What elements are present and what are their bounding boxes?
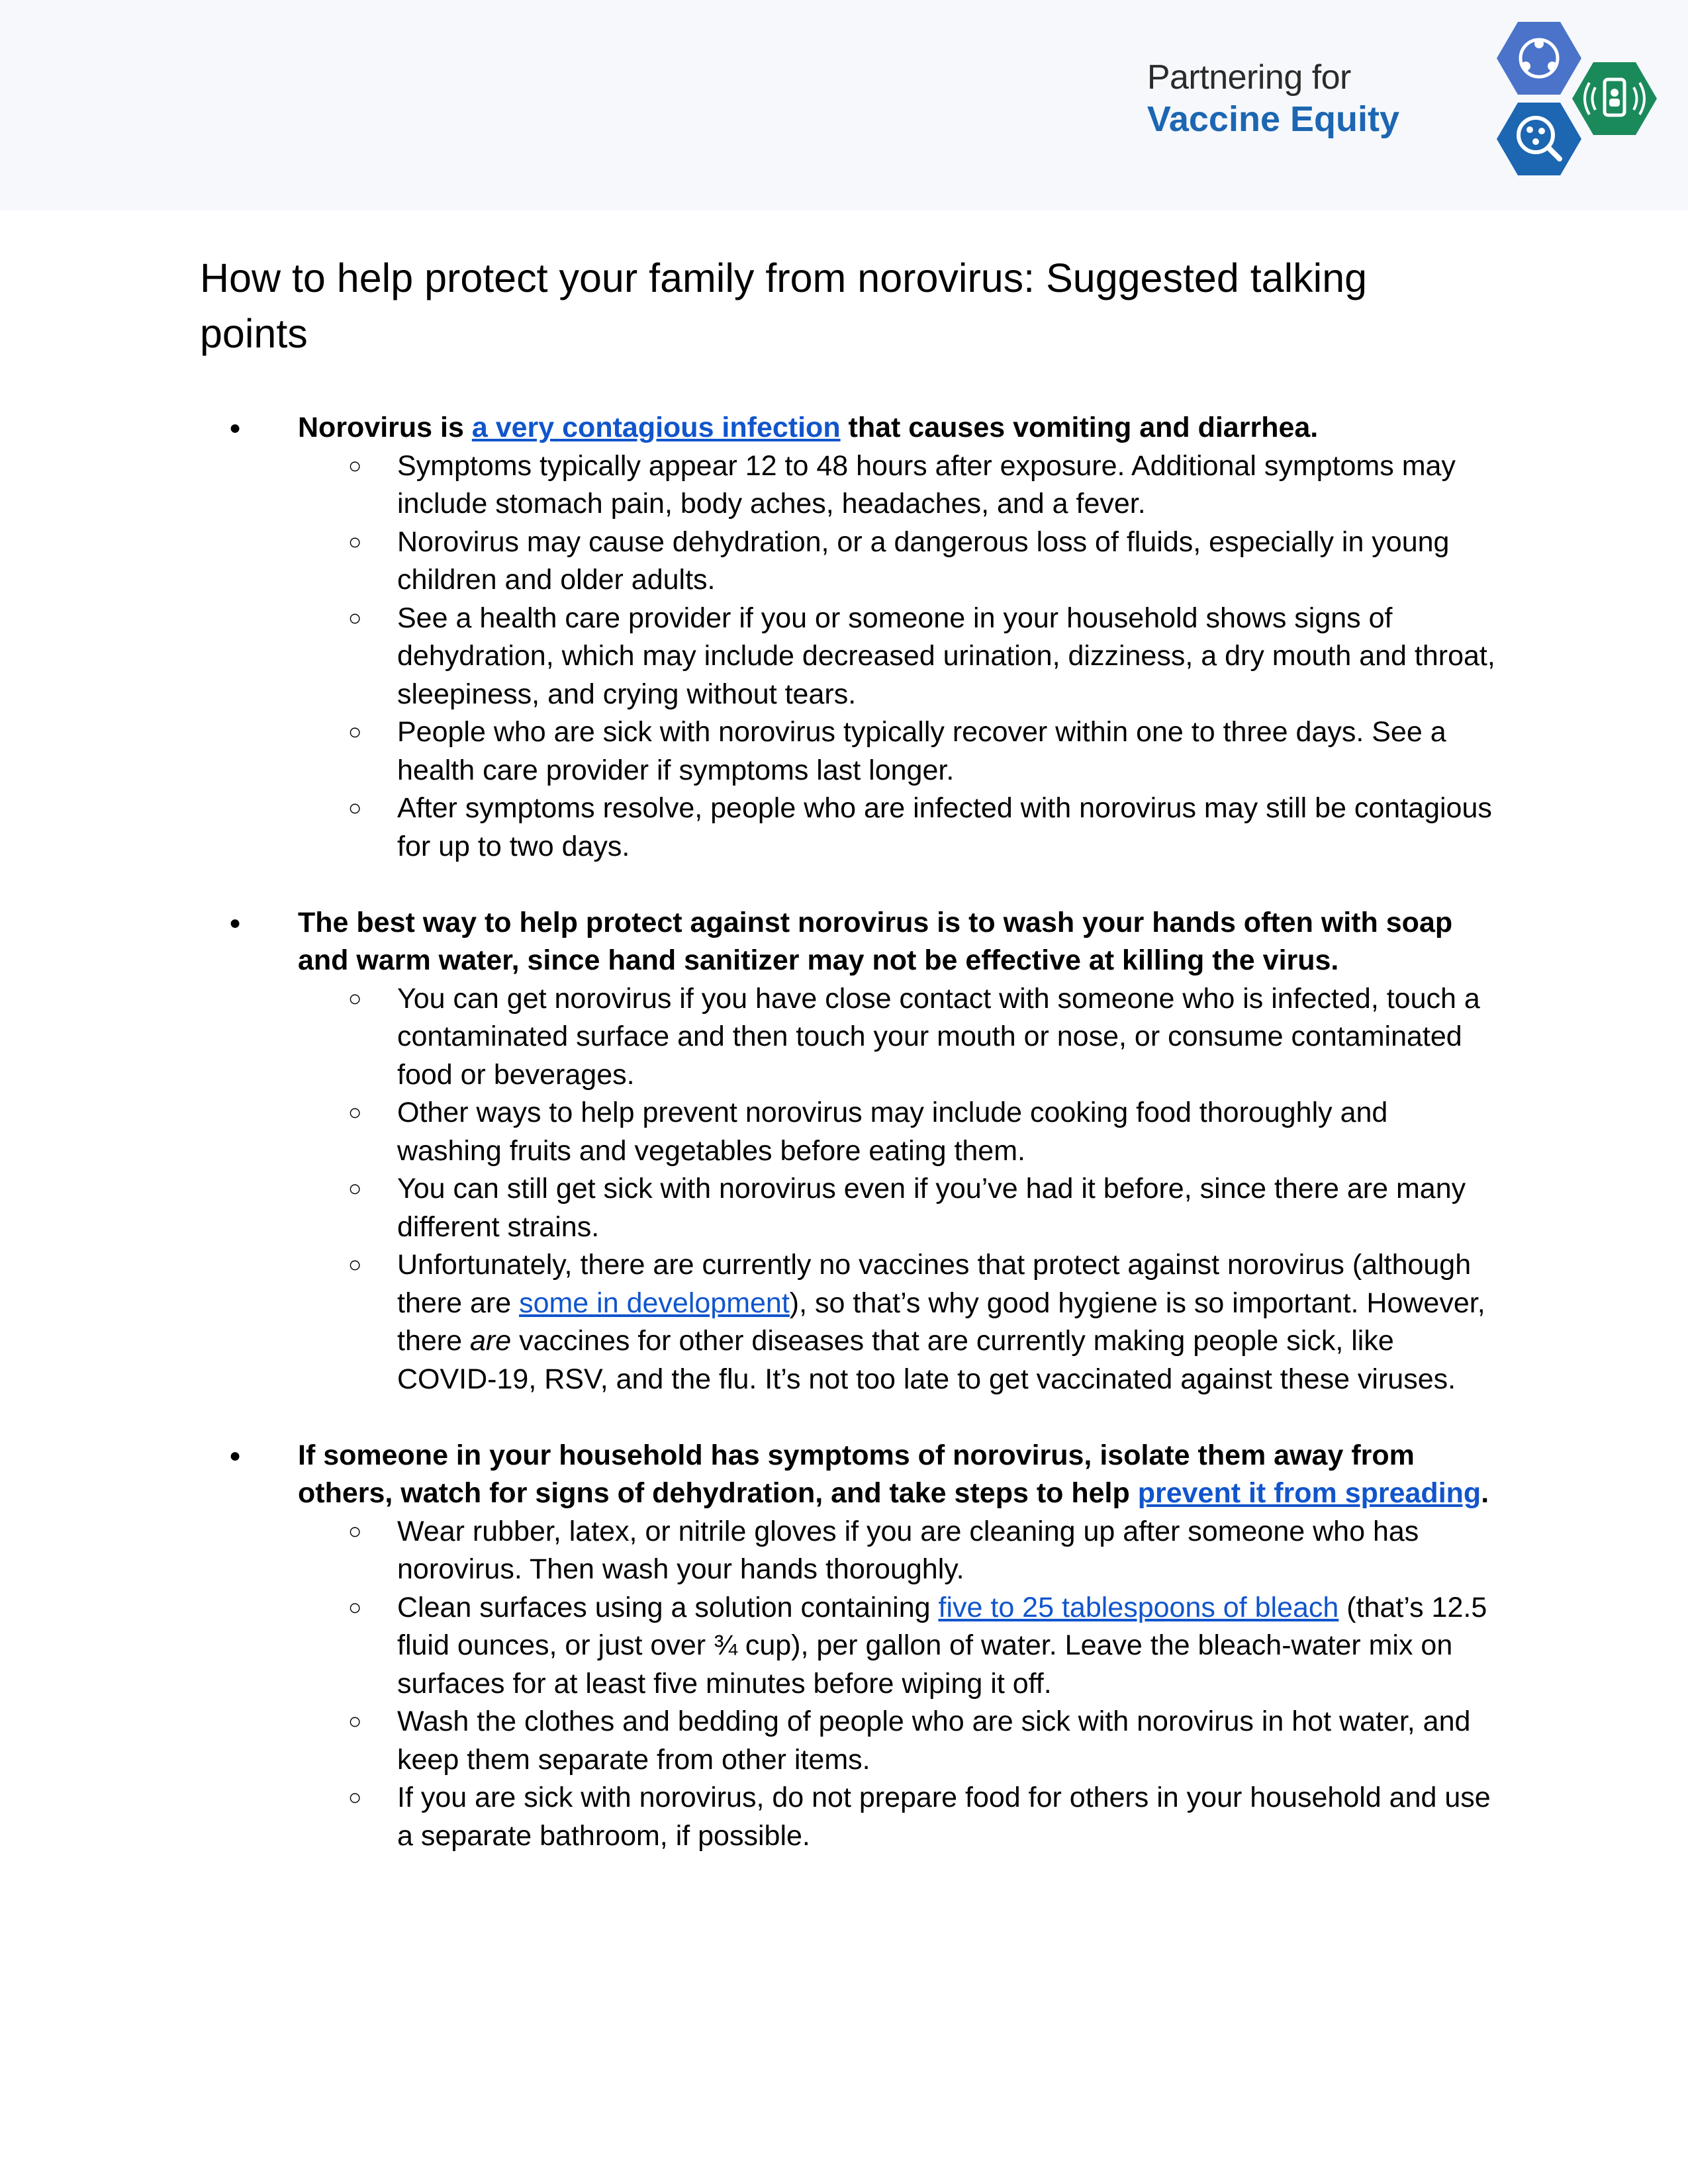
logo-hex-bottom <box>1497 103 1581 175</box>
sub-point-vaccines: ○ Unfortunately, there are currently no vaccines that protect against norovirus (although there are some in development), so that’s why good hygiene is so important. However, there are vaccines for other diseases that are currently making people sick, like COVID-19, RSV, and the flu. It’s not too late to get vaccinated against these viruses. <box>348 1249 1485 1395</box>
sub-point-list <box>298 980 1497 1399</box>
sub-point: ○ You can get norovirus if you have close contact with someone who is infected, touch a contaminated surface and then touch your mouth or nose, or consume contaminated food or beverages. <box>348 982 1480 1091</box>
sub-point: ○ If you are sick with norovirus, do not prepare food for others in your household and use a separate bathroom, if possible. <box>348 1782 1491 1852</box>
talking-point-lead: ● Norovirus is a very contagious infection that causes vomiting and diarrhea. <box>298 412 1319 443</box>
sub-point: ○ Norovirus may cause dehydration, or a dangerous loss of fluids, especially in young children and older adults. <box>348 525 1450 596</box>
talking-point-lead: ● If someone in your household has symptoms of norovirus, isolate them away from others, watch for signs of dehydration, and take steps to help prevent it from spreading. <box>298 1439 1489 1509</box>
logo-hex-top <box>1497 22 1581 95</box>
hexagon-cluster-logo-icon <box>1496 19 1662 181</box>
brand-line-1: Partnering for <box>1147 58 1351 97</box>
document-body <box>200 250 1497 1893</box>
header-band <box>0 0 1688 210</box>
talking-point-1 <box>200 409 1497 866</box>
sub-point-list <box>298 1513 1497 1856</box>
sub-point: ○ Wear rubber, latex, or nitrile gloves if you are cleaning up after someone who has norovirus. Then wash your hands thoroughly. <box>348 1515 1419 1585</box>
sub-point: ○ See a health care provider if you or someone in your household shows signs of dehydration, which may include decreased urination, dizziness, a dry mouth and throat, sleepiness, and crying without tears. <box>348 602 1495 710</box>
brand-wordmark <box>1147 57 1399 140</box>
some-in-development-link[interactable]: some in development <box>519 1287 790 1319</box>
sub-point: ○ People who are sick with norovirus typically recover within one to three days. See a health care provider if symptoms last longer. <box>348 716 1446 786</box>
talking-point-2 <box>200 904 1497 1399</box>
contagious-infection-link[interactable]: a very contagious infection <box>471 412 841 443</box>
sub-point: ○ After symptoms resolve, people who are infected with norovirus may still be contagious for up to two days. <box>348 792 1492 862</box>
brand-line-2: Vaccine Equity <box>1147 99 1399 139</box>
sub-point: ○ You can still get sick with norovirus even if you’ve had it before, since there are many different strains. <box>348 1173 1466 1243</box>
talking-point-3 <box>200 1437 1497 1856</box>
sub-point: ○ Other ways to help prevent norovirus may include cooking food thoroughly and washing fruits and vegetables before eating them. <box>348 1097 1388 1167</box>
sub-point-list <box>298 447 1497 866</box>
sub-point: ○ Wash the clothes and bedding of people who are sick with norovirus in hot water, and keep them separate from other items. <box>348 1706 1471 1776</box>
talking-point-lead: ● The best way to help protect against norovirus is to wash your hands often with soap and warm water, since hand sanitizer may not be effective at killing the virus. <box>298 906 1453 976</box>
prevent-spreading-link[interactable]: prevent it from spreading <box>1137 1477 1481 1509</box>
talking-points-list <box>200 409 1497 1855</box>
sub-point-bleach: ○ Clean surfaces using a solution containing five to 25 tablespoons of bleach (that’s 12.5 fluid ounces, or just over ¾ cup), per gallon of water. Leave the bleach-water mix on surfaces for at least five minutes before wiping it off. <box>348 1591 1487 1700</box>
page-title: How to help protect your family from norovirus: Suggested talking points <box>200 255 1368 356</box>
sub-point: ○ Symptoms typically appear 12 to 48 hours after exposure. Additional symptoms may include stomach pain, body aches, headaches, and a fever. <box>348 449 1456 520</box>
bleach-amount-link[interactable]: five to 25 tablespoons of bleach <box>938 1591 1339 1623</box>
